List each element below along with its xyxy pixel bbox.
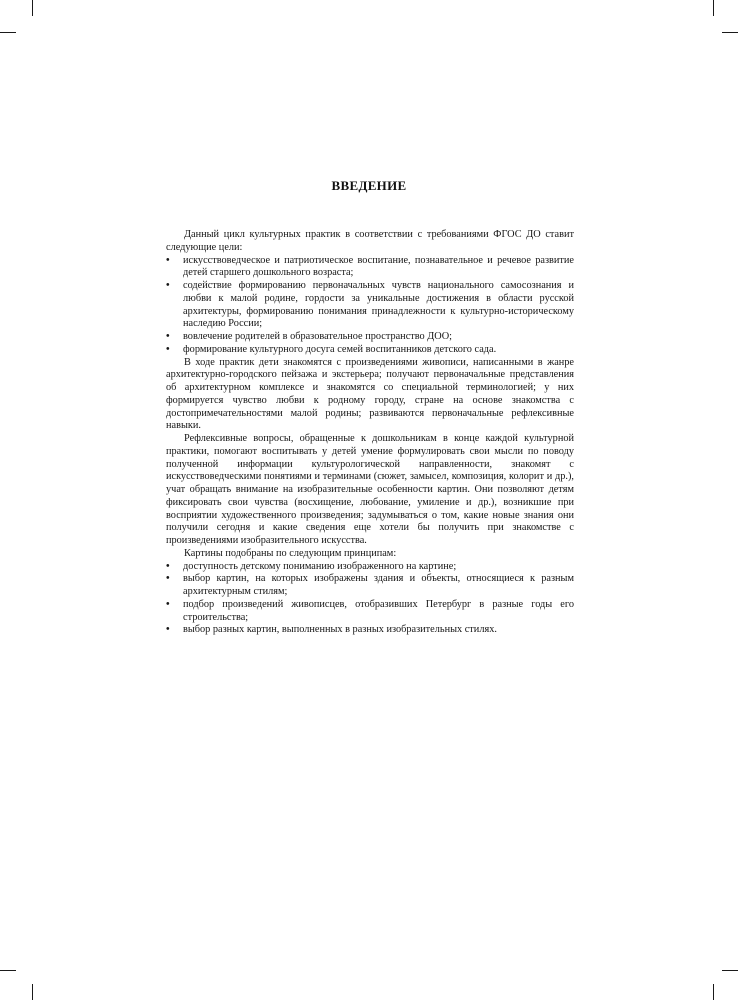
bullet-icon: • <box>166 343 170 355</box>
goal-list-item <box>166 255 574 281</box>
goal-text: вовлечение родителей в образовательное пространство ДОО; <box>183 331 453 342</box>
principles-paragraph: Картины подобраны по следующим принципам: <box>184 547 397 559</box>
principle-text: доступность детскому пониманию изображенного на картине; <box>183 560 457 572</box>
bullet-icon: • <box>166 598 170 610</box>
goal-list-item <box>166 331 574 344</box>
reflexive-paragraph: Рефлексивные вопросы, обращенные к дошкольникам в конце каждой культурной практики, помогают воспитывать у детей умение формулировать свои мысли по поводу полученной информации культурологической направленности, знакомят с искусствоведческими понятиями и терминами (сюжет, замысел, композиция, колорит и др.), учат обращать внимание на изобразительные особенности картин. Они позволяют детям фиксировать свои чувства (восхищение, любование, умиление и др.), возникшие при восприятии художественного произведения; задумываться о том, какие новые знания они получили сегодня и какие сведения еще хотели бы получить при знакомстве с произведениями изобразительного искусства. <box>166 433 574 546</box>
goal-list-item <box>166 280 574 331</box>
crop-mark-bottom-right-vertical <box>713 984 714 1000</box>
practice-paragraph: В ходе практик дети знакомятся с произведениями живописи, написанными в жанре архитектурно-городского пейзажа и экстерьера; получают первоначальные представления об архитектурном комплексе и знакомятся со специальной терминологией; у них формируется чувство любви к родному городу, стране на основе знакомства с достопримечательностями малой родины; развиваются первоначальные рефлексивные навыки. <box>166 356 574 432</box>
goal-text: искусствоведческое и патриотическое воспитание, познавательное и речевое развитие детей старшего дошкольного возраста; <box>183 254 574 279</box>
principle-text: подбор произведений живописцев, отобразивших Петербург в разные годы его строительства; <box>183 598 574 623</box>
crop-mark-top-left-vertical <box>32 0 33 16</box>
goal-text: содействие формированию первоначальных чувств национального самосознания и любви к малой родине, гордости за уникальные достижения в области русской архитектуры, формированию понимания принадлежности к культурно-историческому наследию России; <box>183 280 574 330</box>
bullet-icon: • <box>166 624 170 636</box>
crop-mark-bottom-left-horizontal <box>0 970 16 971</box>
page-title: ВВЕДЕНИЕ <box>331 178 407 193</box>
principle-list-item <box>166 573 574 599</box>
bullet-icon: • <box>166 560 170 572</box>
body-text <box>166 229 574 637</box>
crop-mark-bottom-right-horizontal <box>722 970 738 971</box>
principle-text: выбор картин, на которых изображены здания и объекты, относящиеся к разным архитектурным стилям; <box>183 573 574 597</box>
principle-list-item <box>166 599 574 625</box>
goal-text: формирование культурного досуга семей воспитанников детского сада. <box>183 343 497 355</box>
crop-mark-top-right-vertical <box>713 0 714 16</box>
bullet-icon: • <box>166 331 170 342</box>
bullet-icon: • <box>166 280 170 291</box>
crop-mark-bottom-left-vertical <box>32 984 33 1000</box>
principle-list-item <box>166 561 574 574</box>
bullet-icon: • <box>166 573 170 585</box>
principle-list-item <box>166 624 574 637</box>
principle-text: выбор разных картин, выполненных в разных изобразительных стилях. <box>183 624 497 636</box>
intro-paragraph: Данный цикл культурных практик в соответствии с требованиями ФГОС ДО ставит следующие цели: <box>166 229 574 253</box>
crop-mark-top-right-horizontal <box>722 32 738 33</box>
bullet-icon: • <box>166 254 170 266</box>
goal-list-item <box>166 344 574 357</box>
crop-mark-top-left-horizontal <box>0 32 16 33</box>
